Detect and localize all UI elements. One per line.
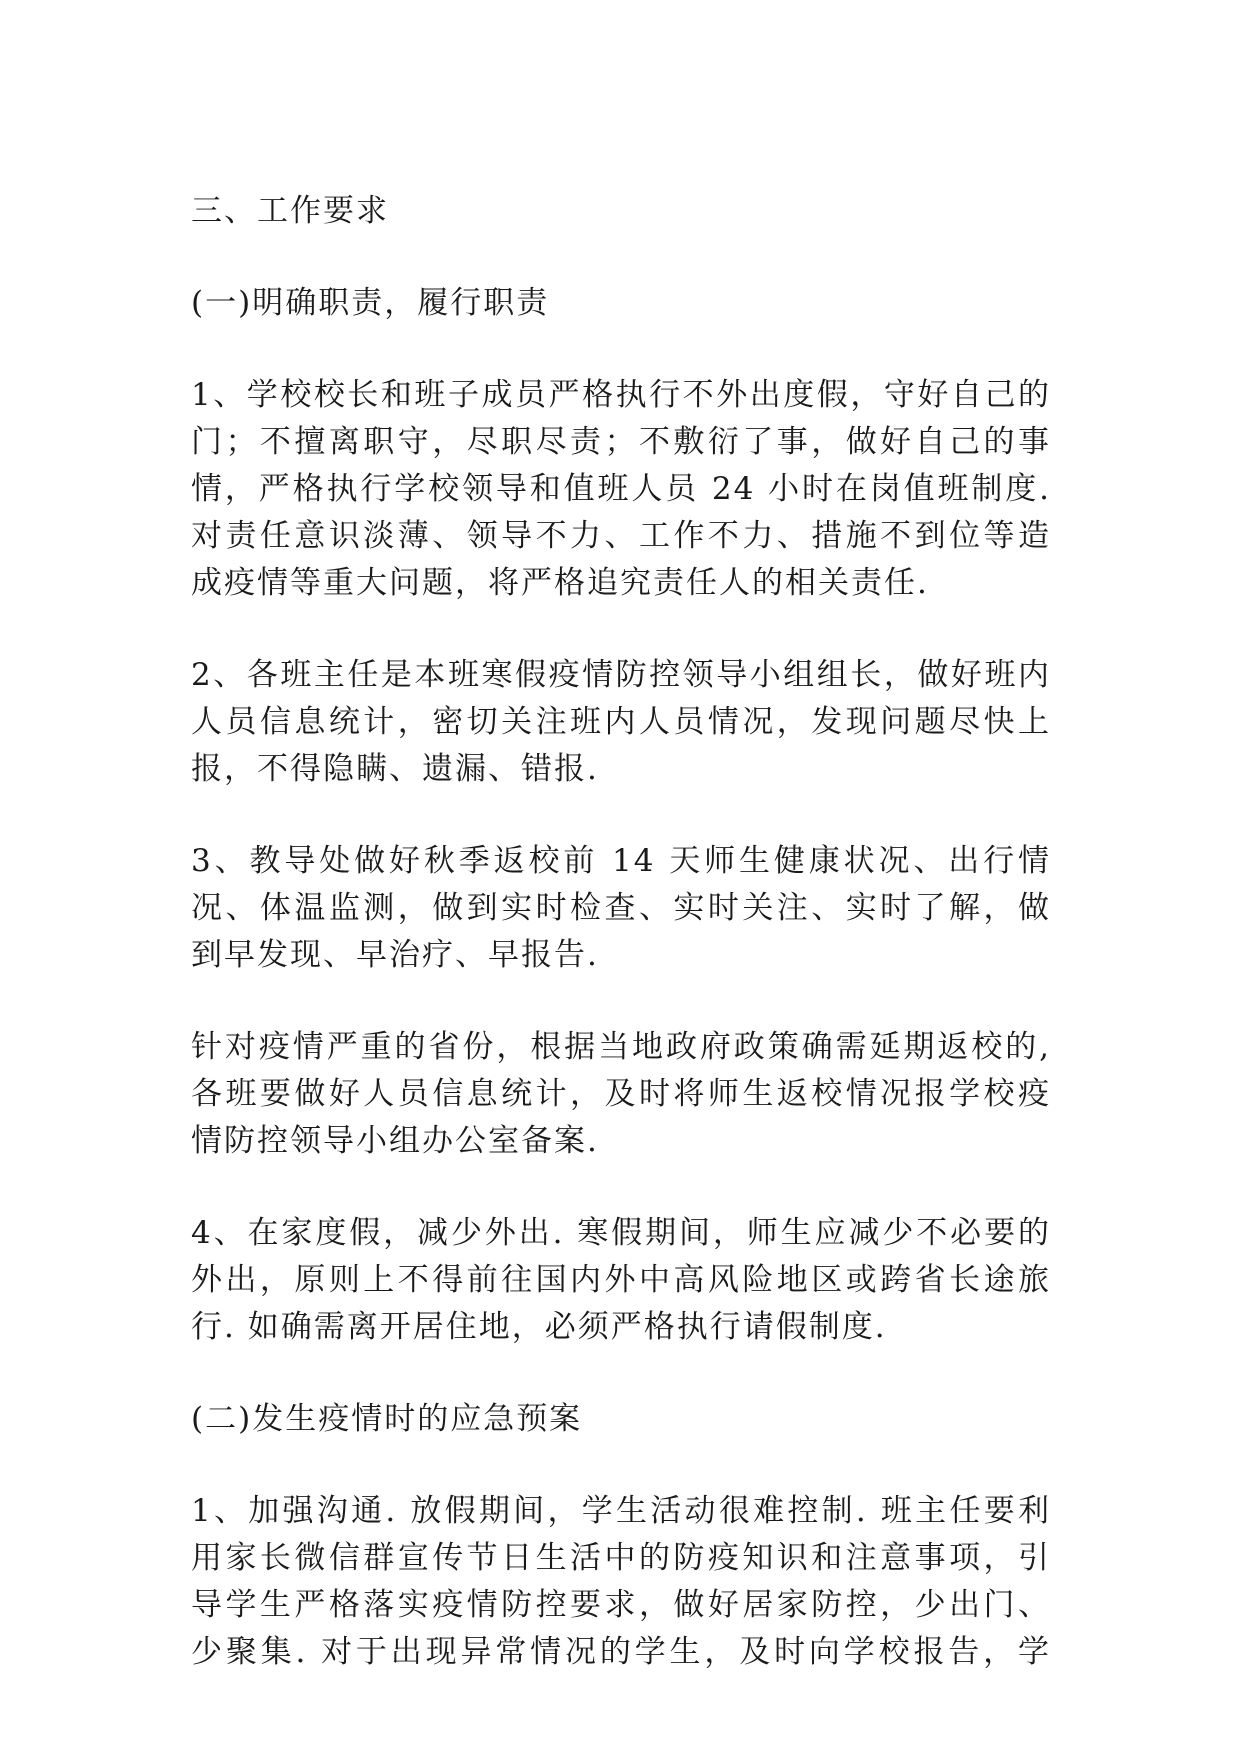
paragraph-2: [191, 652, 1051, 793]
subsection-heading-1-text: (一)明确职责，履行职责: [191, 285, 550, 321]
paragraph-line: 到早发现、早治疗、早报告.: [191, 937, 599, 973]
paragraph-line: 4、在家度假，减少外出. 寒假期间，师生应减少不必要的: [191, 1215, 1051, 1251]
paragraph-5: [191, 1210, 1051, 1351]
document-body: [191, 188, 1051, 1721]
paragraph-line: 各班要做好人员信息统计，及时将师生返校情况报学校疫: [191, 1076, 1051, 1112]
paragraph-line: 对责任意识淡薄、领导不力、工作不力、措施不到位等造: [191, 518, 1051, 554]
paragraph-3: [191, 838, 1051, 979]
section-heading: [191, 188, 1051, 235]
paragraph-line: 外出，原则上不得前往国内外中高风险地区或跨省长途旅: [191, 1262, 1051, 1298]
paragraph-line: 少聚集. 对于出现异常情况的学生，及时向学校报告，学: [191, 1634, 1051, 1670]
subsection-heading-1: [191, 280, 1051, 327]
paragraph-line: 人员信息统计，密切关注班内人员情况，发现问题尽快上: [191, 704, 1051, 740]
paragraph-line: 1、学校校长和班子成员严格执行不外出度假，守好自己的: [191, 377, 1051, 413]
subsection-heading-2: [191, 1396, 1051, 1443]
paragraph-line: 导学生严格落实疫情防控要求，做好居家防控，少出门、: [191, 1587, 1051, 1623]
paragraph-line: 报，不得隐瞒、遗漏、错报.: [191, 751, 599, 787]
paragraph-line: 门；不擅离职守，尽职尽责；不敷衍了事，做好自己的事: [191, 424, 1051, 460]
paragraph-line: 用家长微信群宣传节日生活中的防疫知识和注意事项，引: [191, 1540, 1051, 1576]
paragraph-line: 行. 如确需离开居住地，必须严格执行请假制度.: [191, 1309, 887, 1345]
paragraph-line: 1、加强沟通. 放假期间，学生活动很难控制. 班主任要利: [191, 1493, 1051, 1529]
paragraph-line: 成疫情等重大问题，将严格追究责任人的相关责任.: [191, 565, 929, 601]
subsection-heading-2-text: (二)发生疫情时的应急预案: [191, 1401, 583, 1437]
paragraph-4: [191, 1024, 1051, 1165]
paragraph-line: 2、各班主任是本班寒假疫情防控领导小组组长，做好班内: [191, 657, 1051, 693]
paragraph-line: 针对疫情严重的省份，根据当地政府政策确需延期返校的,: [191, 1029, 1051, 1065]
paragraph-line: 3、教导处做好秋季返校前 14 天师生健康状况、出行情: [191, 843, 1051, 879]
paragraph-line: 况、体温监测，做到实时检查、实时关注、实时了解，做: [191, 890, 1051, 926]
paragraph-line: 情，严格执行学校领导和值班人员 24 小时在岗值班制度.: [191, 471, 1051, 507]
paragraph-line: 情防控领导小组办公室备案.: [191, 1123, 599, 1159]
paragraph-6: [191, 1488, 1051, 1676]
paragraph-1: [191, 372, 1051, 607]
section-heading-text: 三、工作要求: [191, 193, 389, 229]
